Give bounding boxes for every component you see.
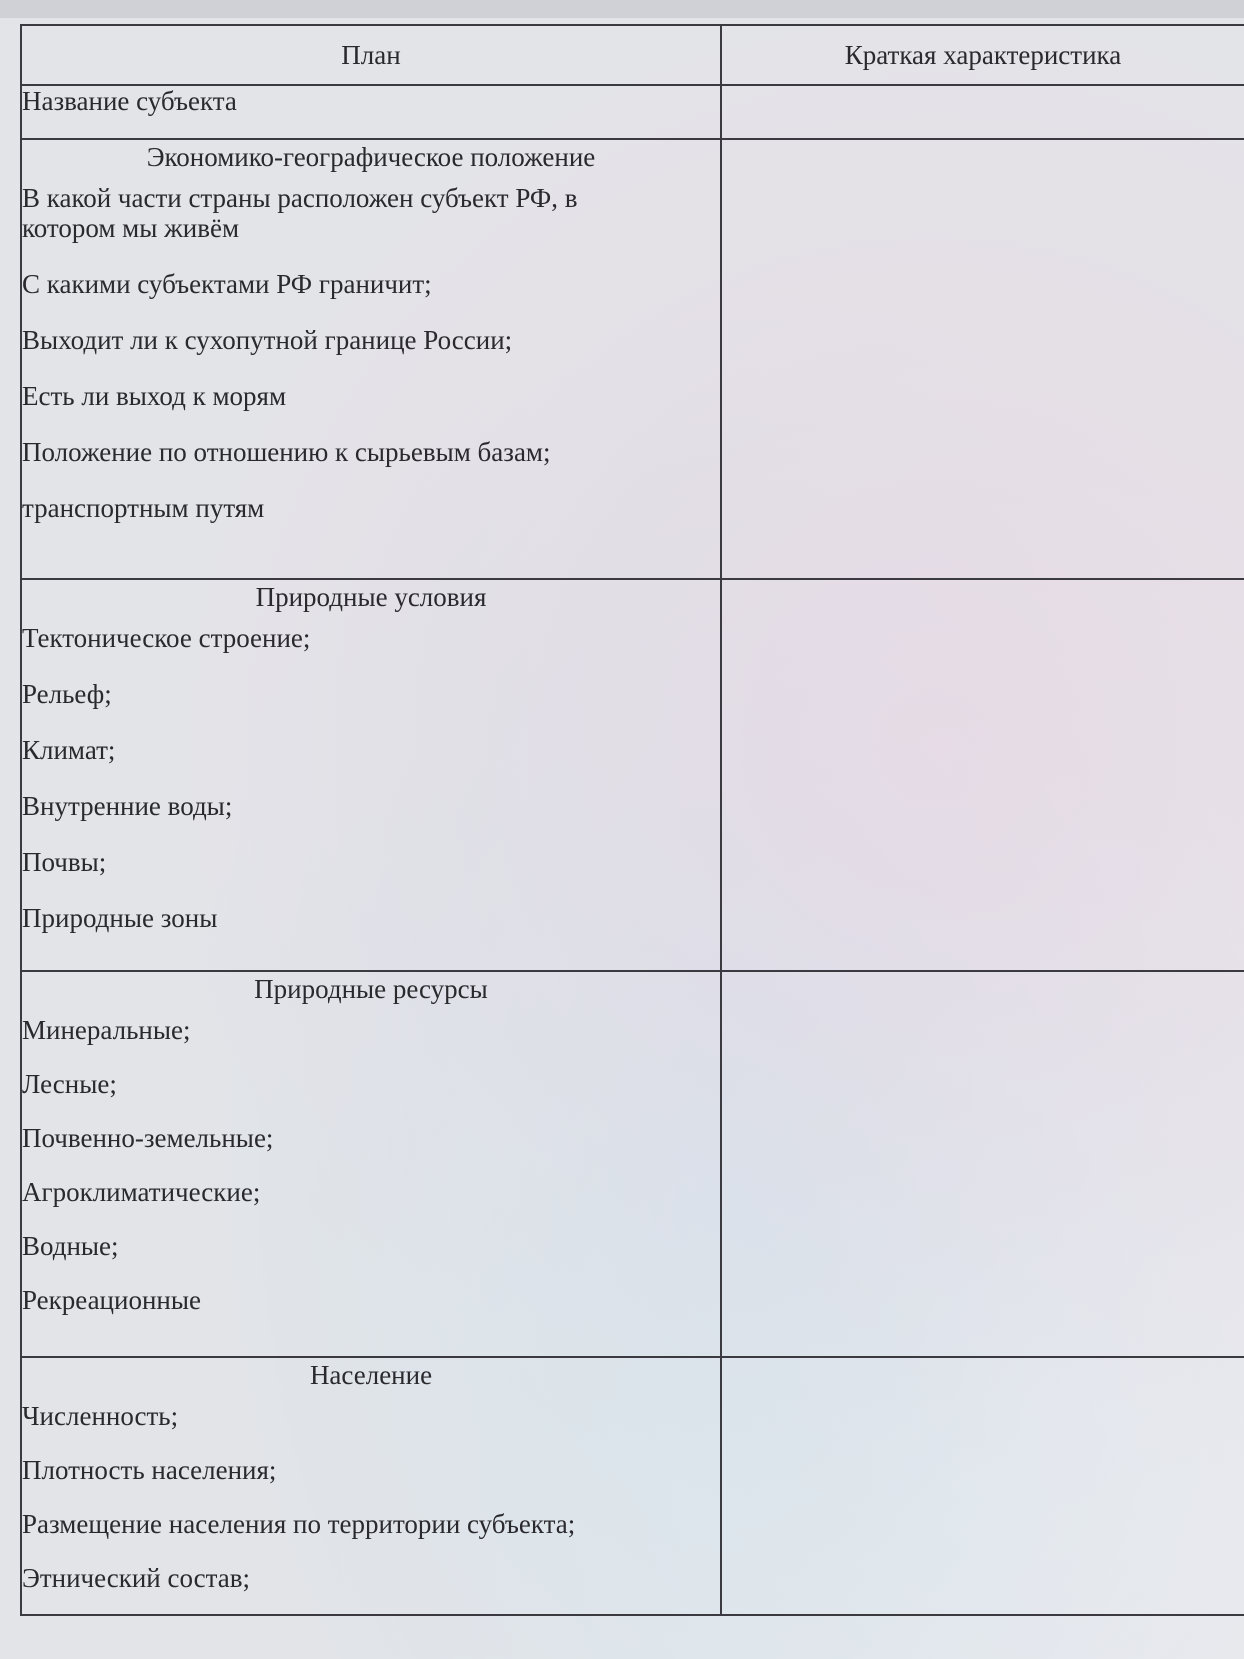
- natural-conditions-answer-cell[interactable]: [721, 579, 1244, 971]
- natural-resources-answer-cell[interactable]: [721, 971, 1244, 1357]
- plan-item: Положение по отношению к сырьевым базам;: [22, 437, 551, 467]
- population-answer-cell[interactable]: [721, 1357, 1244, 1615]
- plan-item: транспортным путям: [22, 493, 265, 523]
- header-row: [21, 25, 1244, 85]
- plan-item: Водные;: [22, 1231, 119, 1261]
- plan-item: С какими субъектами РФ граничит;: [22, 269, 432, 299]
- subject-name-answer-cell[interactable]: [721, 85, 1244, 139]
- plan-item: Рельеф;: [22, 679, 112, 709]
- plan-item: Природные зоны: [22, 903, 218, 933]
- plan-item: Этнический состав;: [22, 1563, 251, 1593]
- plan-item: Тектоническое строение;: [22, 623, 311, 653]
- subject-name-label: Название субъекта: [21, 85, 721, 139]
- egp-answer-cell[interactable]: [721, 139, 1244, 579]
- plan-item: Почвенно-земельные;: [22, 1123, 274, 1153]
- section-title: Экономико-географическое положение: [146, 142, 596, 172]
- plan-item: Численность;: [22, 1401, 179, 1431]
- plan-item: Агроклиматические;: [22, 1177, 261, 1207]
- section-row-egp: [21, 139, 1244, 579]
- plan-item: Почвы;: [22, 847, 107, 877]
- plan-item: Лесные;: [22, 1069, 117, 1099]
- plan-item: Минеральные;: [22, 1015, 191, 1045]
- plan-item: Климат;: [22, 735, 116, 765]
- plan-item: Есть ли выход к морям: [22, 381, 287, 411]
- section-title: Природные ресурсы: [254, 974, 488, 1004]
- column-header-plan: План: [21, 25, 721, 85]
- section-row-natural-resources: [21, 971, 1244, 1357]
- section-title: Население: [309, 1360, 433, 1390]
- plan-item: Выходит ли к сухопутной границе России;: [22, 325, 513, 355]
- section-row-natural-conditions: [21, 579, 1244, 971]
- plan-item: Внутренние воды;: [22, 791, 233, 821]
- plan-item: В какой части страны расположен субъект РФ, в котором мы живём: [22, 183, 578, 243]
- cut-off-text-strip: [0, 0, 1244, 18]
- table-row: [21, 85, 1244, 139]
- section-row-population: [21, 1357, 1244, 1615]
- plan-item: Рекреационные: [22, 1285, 201, 1315]
- section-title: Природные условия: [255, 582, 487, 612]
- plan-item: Размещение населения по территории субъекта;: [22, 1509, 576, 1539]
- column-header-description: Краткая характеристика: [721, 25, 1244, 85]
- plan-item: Плотность населения;: [22, 1455, 277, 1485]
- plan-table: [20, 24, 1244, 1616]
